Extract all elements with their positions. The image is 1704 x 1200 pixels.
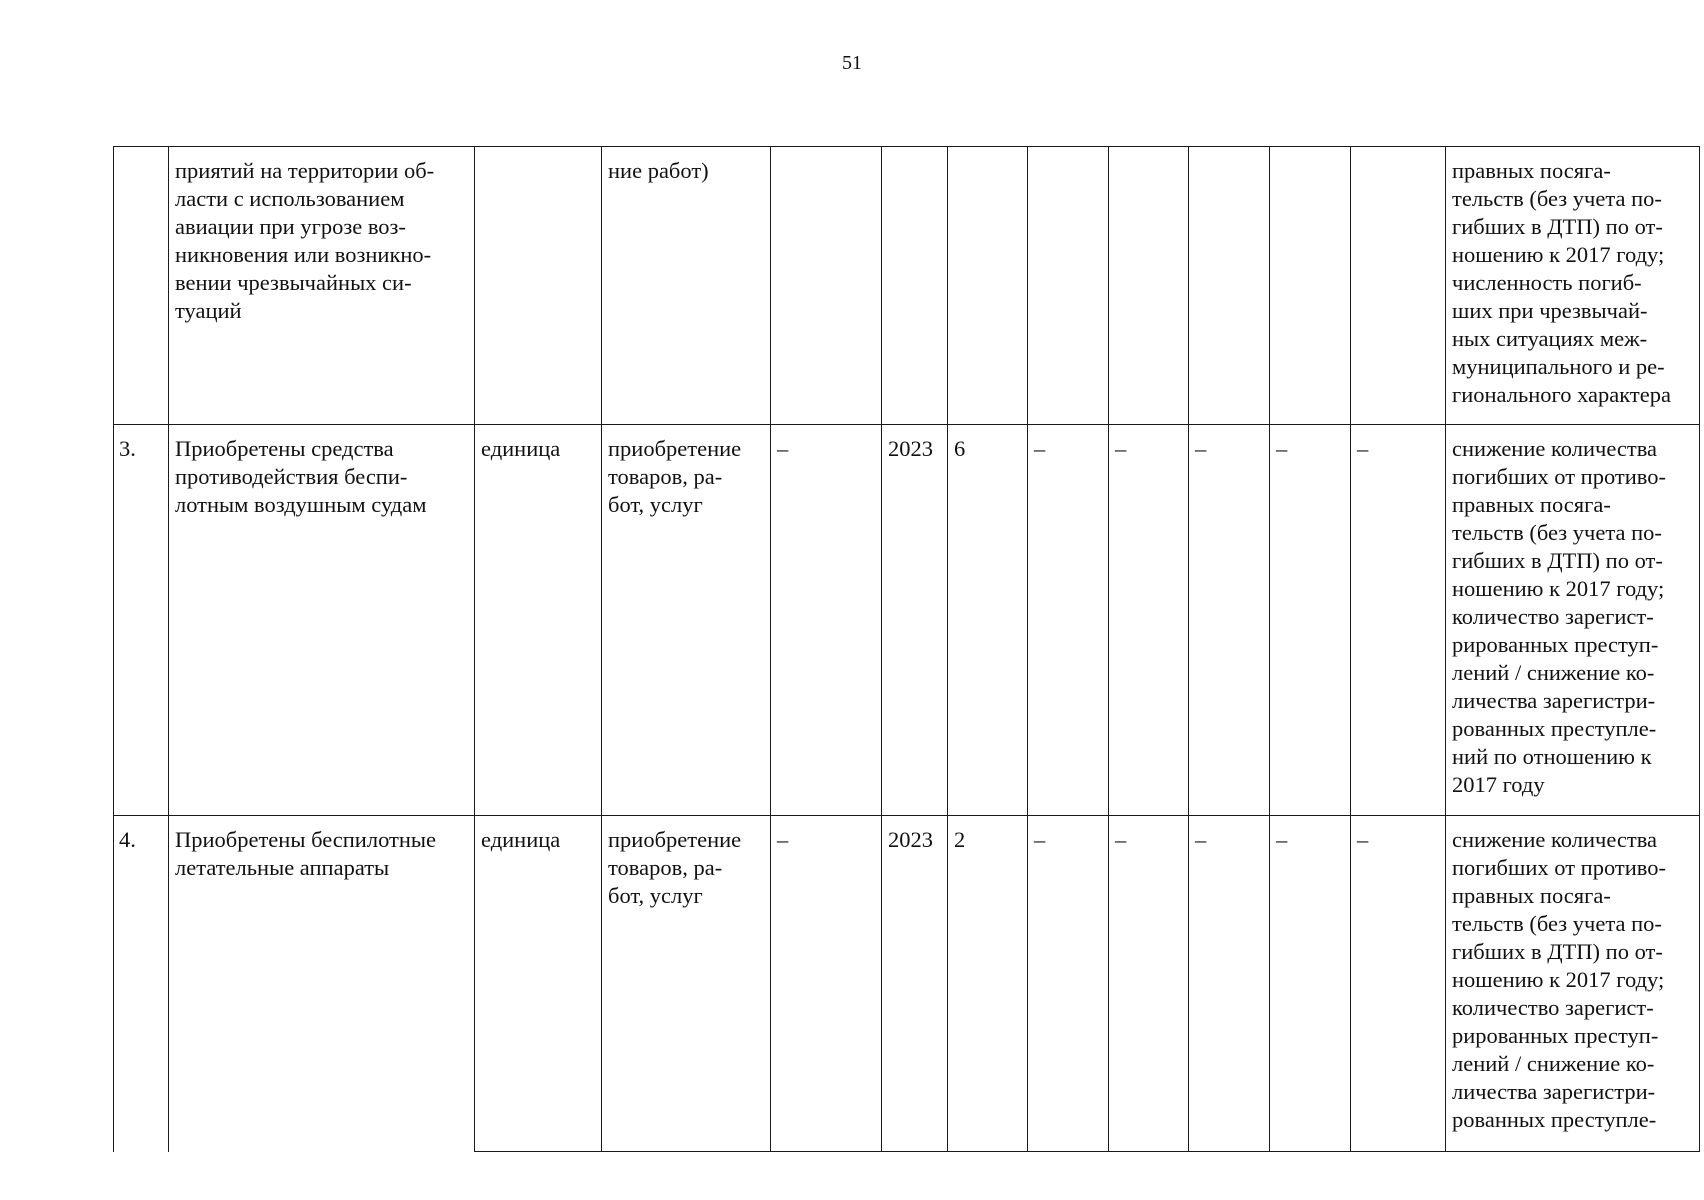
indicator-link-cell: снижение количества погибших от противо- правных посяга- тельств (без учета по- гибших в ДТП) по от- ношению к 2017 году; количество зарегист- рированных преступ- лений / снижение ко- личества зарегистри- рованных преступле- bbox=[1446, 816, 1700, 1152]
base-year-cell bbox=[882, 147, 948, 425]
table-body bbox=[114, 147, 1700, 1152]
result-type-cell: приобретение товаров, ра- бот, услуг bbox=[602, 425, 771, 816]
result-name-cell: Приобретены средства противодействия беспи- лотным воздушным судам bbox=[169, 425, 475, 816]
target-value-cell: 2 bbox=[948, 816, 1028, 1152]
table-row bbox=[114, 816, 1700, 1152]
period-cell bbox=[1351, 147, 1446, 425]
table-row bbox=[114, 147, 1700, 425]
unit-cell: единица bbox=[475, 816, 602, 1152]
period-cell: – bbox=[1109, 816, 1189, 1152]
table-row bbox=[114, 425, 1700, 816]
base-value-cell: – bbox=[771, 425, 882, 816]
target-value-cell bbox=[948, 147, 1028, 425]
period-cell: – bbox=[1270, 816, 1351, 1152]
period-cell bbox=[1028, 147, 1109, 425]
indicator-link-cell: снижение количества погибших от противо- правных посяга- тельств (без учета по- гибших в ДТП) по от- ношению к 2017 году; количество зарегист- рированных преступ- лений / снижение ко- личества зарегистри- рованных преступле- ний по отношению к 2017 году bbox=[1446, 425, 1700, 816]
results-table bbox=[113, 146, 1700, 1152]
result-type-cell: ние работ) bbox=[602, 147, 771, 425]
period-cell bbox=[1270, 147, 1351, 425]
period-cell: – bbox=[1028, 816, 1109, 1152]
row-number-cell: 3. bbox=[114, 425, 169, 816]
period-cell: – bbox=[1028, 425, 1109, 816]
base-value-cell bbox=[771, 147, 882, 425]
base-value-cell: – bbox=[771, 816, 882, 1152]
period-cell: – bbox=[1189, 816, 1270, 1152]
base-year-cell: 2023 bbox=[882, 425, 948, 816]
unit-cell: единица bbox=[475, 425, 602, 816]
result-name-cell: Приобретены беспилотные летательные аппараты bbox=[169, 816, 475, 1152]
period-cell bbox=[1109, 147, 1189, 425]
unit-cell bbox=[475, 147, 602, 425]
indicator-link-cell: правных посяга- тельств (без учета по- гибших в ДТП) по от- ношению к 2017 году; численность погиб- ших при чрезвычай- ных ситуациях меж- муниципального и ре- гионального характера bbox=[1446, 147, 1700, 425]
period-cell: – bbox=[1189, 425, 1270, 816]
result-name-cell: приятий на территории об- ласти с использованием авиации при угрозе воз- никновения или возникно- вении чрезвычайных си- туаций bbox=[169, 147, 475, 425]
period-cell: – bbox=[1351, 816, 1446, 1152]
target-value-cell: 6 bbox=[948, 425, 1028, 816]
base-year-cell: 2023 bbox=[882, 816, 948, 1152]
period-cell: – bbox=[1109, 425, 1189, 816]
result-type-cell: приобретение товаров, ра- бот, услуг bbox=[602, 816, 771, 1152]
period-cell bbox=[1189, 147, 1270, 425]
row-number-cell bbox=[114, 147, 169, 425]
period-cell: – bbox=[1351, 425, 1446, 816]
page-number: 51 bbox=[842, 52, 862, 74]
row-number-cell: 4. bbox=[114, 816, 169, 1152]
period-cell: – bbox=[1270, 425, 1351, 816]
